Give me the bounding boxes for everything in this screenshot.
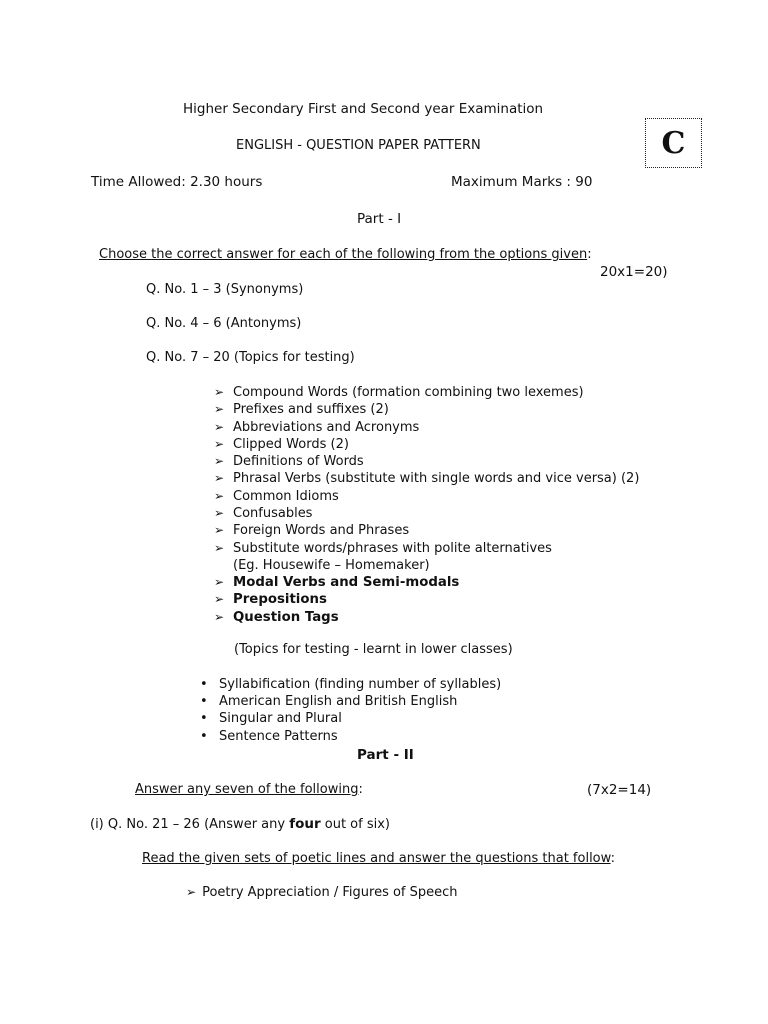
- list-item: ➢ Substitute words/phrases with polite alternatives (Eg. Housewife – Homemaker): [214, 540, 552, 573]
- round-bullet-icon: •: [200, 728, 208, 744]
- part-1-instruction-text: Choose the correct answer for each of the following from the options given: [99, 247, 588, 262]
- list-item: ➢ Abbreviations and Acronyms: [214, 419, 420, 435]
- arrowhead-bullet-icon: ➢: [214, 419, 225, 434]
- set-code-box: C: [645, 118, 702, 168]
- question-range-antonyms: Q. No. 4 – 6 (Antonyms): [146, 316, 302, 331]
- list-item: • Singular and Plural: [200, 711, 342, 727]
- question-range-21-26: (i) Q. No. 21 – 26 (Answer any four out of six): [90, 816, 390, 832]
- part-2-instruction-colon: :: [358, 782, 363, 797]
- list-item: ➢ Compound Words (formation combining two lexemes): [214, 385, 584, 400]
- part-1-marks: 20x1=20): [600, 264, 668, 280]
- list-item: ➢ Clipped Words (2): [214, 436, 349, 452]
- list-item: ➢ Phrasal Verbs (substitute with single words and vice versa) (2): [214, 471, 640, 487]
- list-item: ➢ Definitions of Words: [214, 454, 364, 470]
- list-item: ➢ Foreign Words and Phrases: [214, 523, 410, 539]
- question-range-synonyms: Q. No. 1 – 3 (Synonyms): [146, 282, 304, 297]
- maximum-marks: Maximum Marks : 90: [451, 174, 593, 190]
- arrowhead-bullet-icon: ➢: [214, 471, 225, 486]
- topics-list: [214, 384, 639, 626]
- lower-topics-list: [200, 676, 501, 745]
- poetry-appreciation-item: ➢ Poetry Appreciation / Figures of Speech: [186, 885, 458, 900]
- poetic-instruction-text: Read the given sets of poetic lines and answer the questions that follow: [142, 851, 611, 866]
- part-2-instruction: [135, 782, 363, 797]
- arrowhead-bullet-icon: ➢: [214, 609, 225, 624]
- round-bullet-icon: •: [200, 677, 208, 692]
- arrowhead-bullet-icon: ➢: [214, 506, 225, 521]
- part-1-instruction: [99, 247, 592, 262]
- arrowhead-bullet-icon: ➢: [214, 402, 225, 417]
- list-item: ➢ Question Tags: [214, 609, 339, 625]
- list-item: ➢ Common Idioms: [214, 488, 339, 504]
- part-1-instruction-colon: :: [587, 247, 592, 262]
- list-item: • Sentence Patterns: [200, 728, 338, 744]
- time-allowed: Time Allowed: 2.30 hours: [91, 174, 263, 190]
- part-1-heading: Part - I: [357, 211, 402, 227]
- arrowhead-bullet-icon: ➢: [214, 575, 225, 590]
- part-2-instruction-text: Answer any seven of the following: [135, 782, 359, 797]
- topic-example: (Eg. Housewife – Homemaker): [233, 557, 430, 573]
- exam-title: Higher Secondary First and Second year Examination: [183, 101, 544, 117]
- arrowhead-bullet-icon: ➢: [214, 523, 225, 538]
- list-item: ➢ Modal Verbs and Semi-modals: [214, 575, 460, 591]
- list-item: • Syllabification (finding number of syllables): [200, 677, 502, 692]
- arrowhead-bullet-icon: ➢: [214, 436, 225, 451]
- part-2-heading: Part - II: [357, 747, 414, 763]
- poetic-lines-instruction: [142, 851, 615, 866]
- poetic-instruction-colon: :: [610, 851, 615, 866]
- question-range-topics: Q. No. 7 – 20 (Topics for testing): [146, 350, 355, 365]
- round-bullet-icon: •: [200, 711, 208, 727]
- arrowhead-bullet-icon: ➢: [186, 885, 197, 899]
- list-item: • American English and British English: [200, 694, 458, 710]
- list-item: ➢ Confusables: [214, 506, 313, 522]
- arrowhead-bullet-icon: ➢: [214, 592, 225, 607]
- round-bullet-icon: •: [200, 694, 208, 710]
- arrowhead-bullet-icon: ➢: [214, 385, 225, 399]
- paper-subtitle: ENGLISH - QUESTION PAPER PATTERN: [236, 138, 481, 153]
- lower-classes-note: (Topics for testing - learnt in lower classes): [234, 642, 513, 657]
- part-2-marks: (7x2=14): [587, 782, 652, 798]
- list-item: ➢ Prepositions: [214, 592, 327, 608]
- arrowhead-bullet-icon: ➢: [214, 488, 225, 503]
- arrowhead-bullet-icon: ➢: [214, 540, 225, 555]
- arrowhead-bullet-icon: ➢: [214, 454, 225, 469]
- list-item: ➢ Prefixes and suffixes (2): [214, 402, 389, 418]
